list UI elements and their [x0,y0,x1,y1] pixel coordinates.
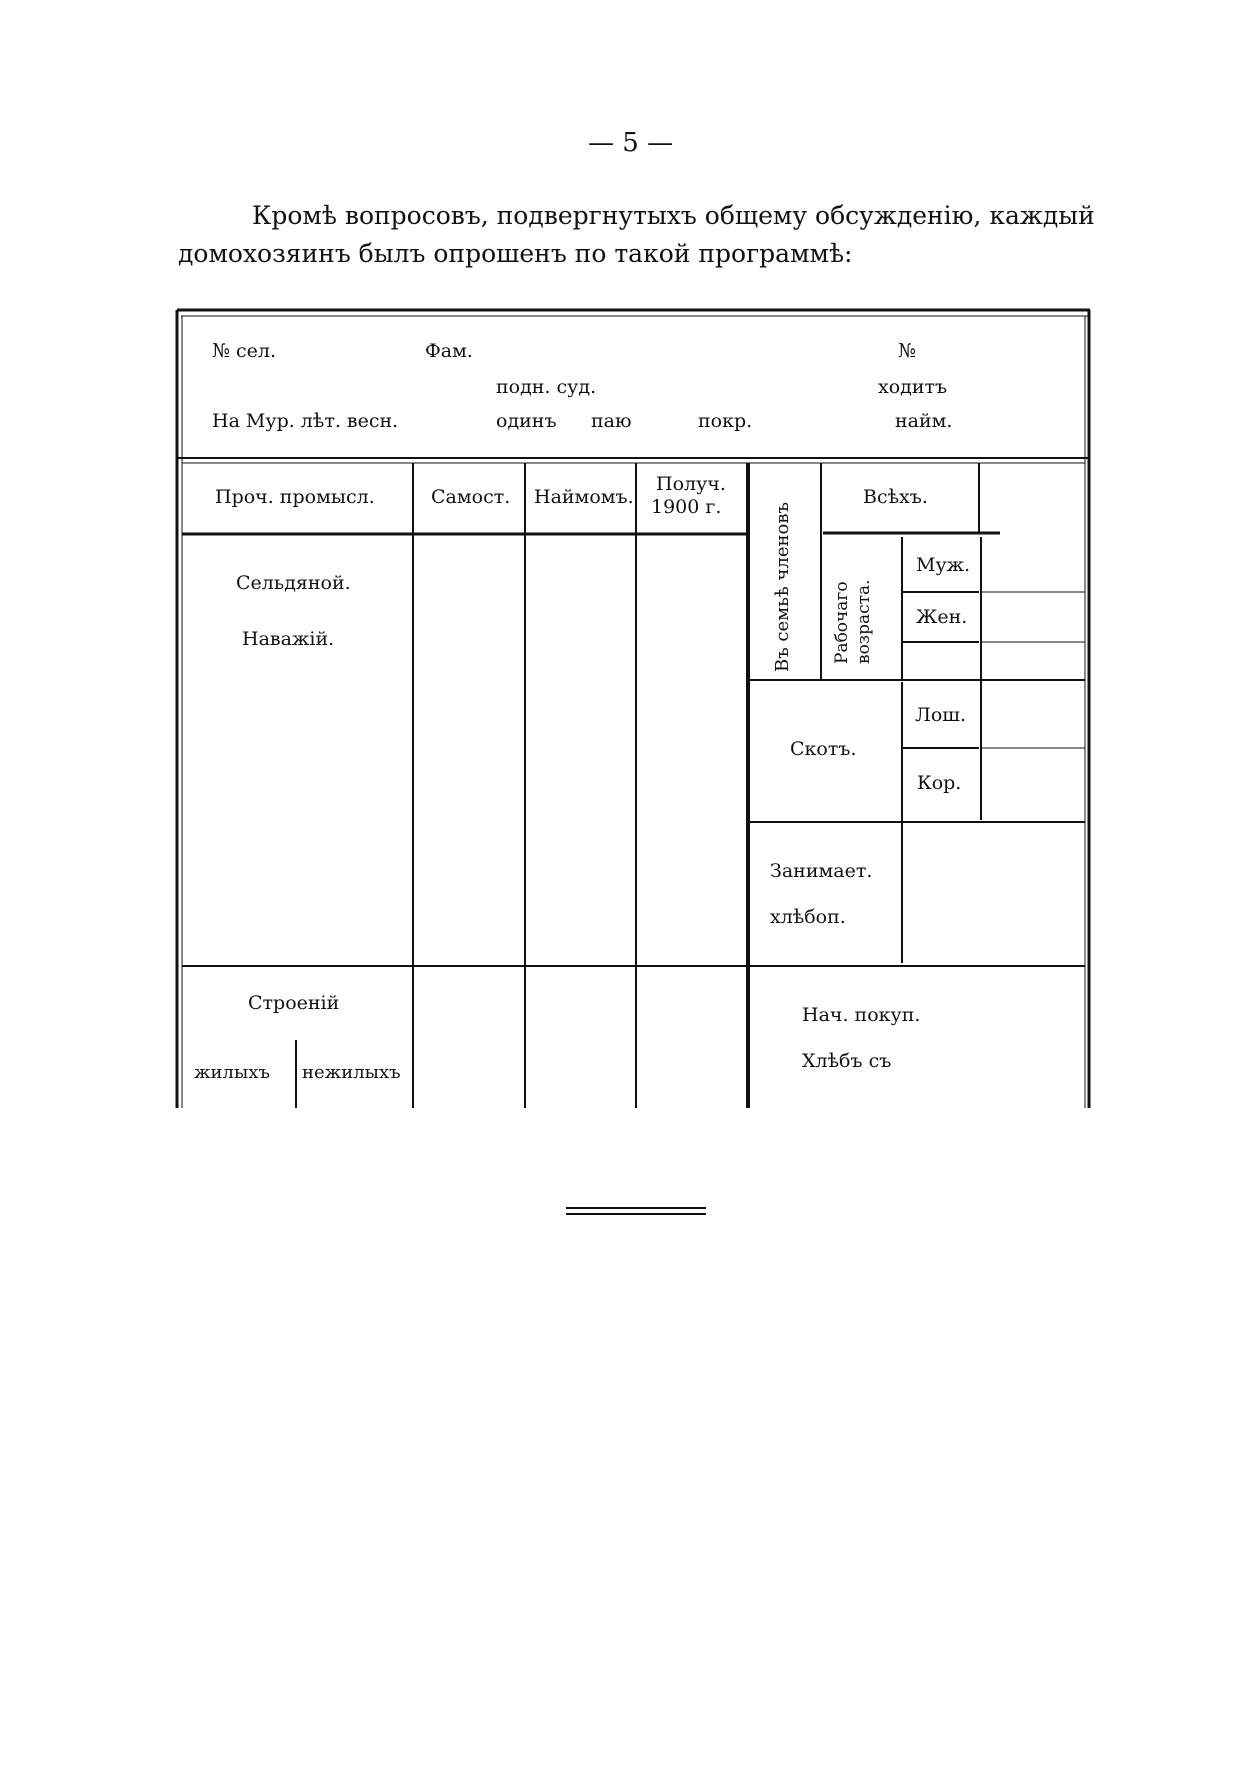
row-navaga: Наважій. [242,628,335,650]
row-seld: Сельдяной. [236,572,351,594]
label-zanimaet: Занимает. [770,860,873,882]
label-sel: № сел. [212,340,277,362]
header-proch: Проч. промысл. [215,486,375,508]
label-skot: Скотъ. [790,738,857,760]
label-pokr: покр. [698,410,753,432]
header-samost: Самост. [431,486,511,508]
label-rabochago-1: Рабочаго [832,581,852,664]
label-khodit: ходитъ [878,376,948,398]
label-khleb-s: Хлѣбъ съ [802,1050,892,1072]
label-nezhilykh: нежилыхъ [302,1062,401,1083]
label-payu: паю [591,410,632,432]
label-stroeniy: Строеній [248,992,340,1014]
intro-line-2: домохозяинъ былъ опрошенъ по такой программѣ: [178,239,853,268]
header-vsekh: Всѣхъ. [863,486,928,508]
label-muzh: Муж. [916,554,971,576]
label-podn-sud: подн. суд. [496,376,597,398]
header-v-seme: Въ семьѣ членовъ [772,502,793,672]
intro-line-1: Кромѣ вопросовъ, подвергнутыхъ общему обсужденію, каждый [252,201,1095,230]
label-naim: найм. [895,410,953,432]
label-fam: Фам. [425,340,473,362]
label-kor: Кор. [917,772,962,794]
label-zhilykh: жилыхъ [194,1062,270,1083]
header-poluch-1: Получ. [656,473,726,495]
label-zhen: Жен. [916,606,968,628]
label-nach-pokup: Нач. покуп. [802,1004,921,1026]
header-naimom: Наймомъ. [534,486,634,508]
label-losh: Лош. [915,704,966,726]
header-poluch-2: 1900 г. [651,496,722,518]
page-number: — 5 — [588,128,674,158]
label-odin: одинъ [496,410,557,432]
label-khlebop: хлѣбоп. [770,906,846,928]
label-rabochago-2: возраста. [854,579,874,664]
label-na-mur: На Мур. лѣт. весн. [212,410,399,432]
label-no: № [898,340,916,362]
